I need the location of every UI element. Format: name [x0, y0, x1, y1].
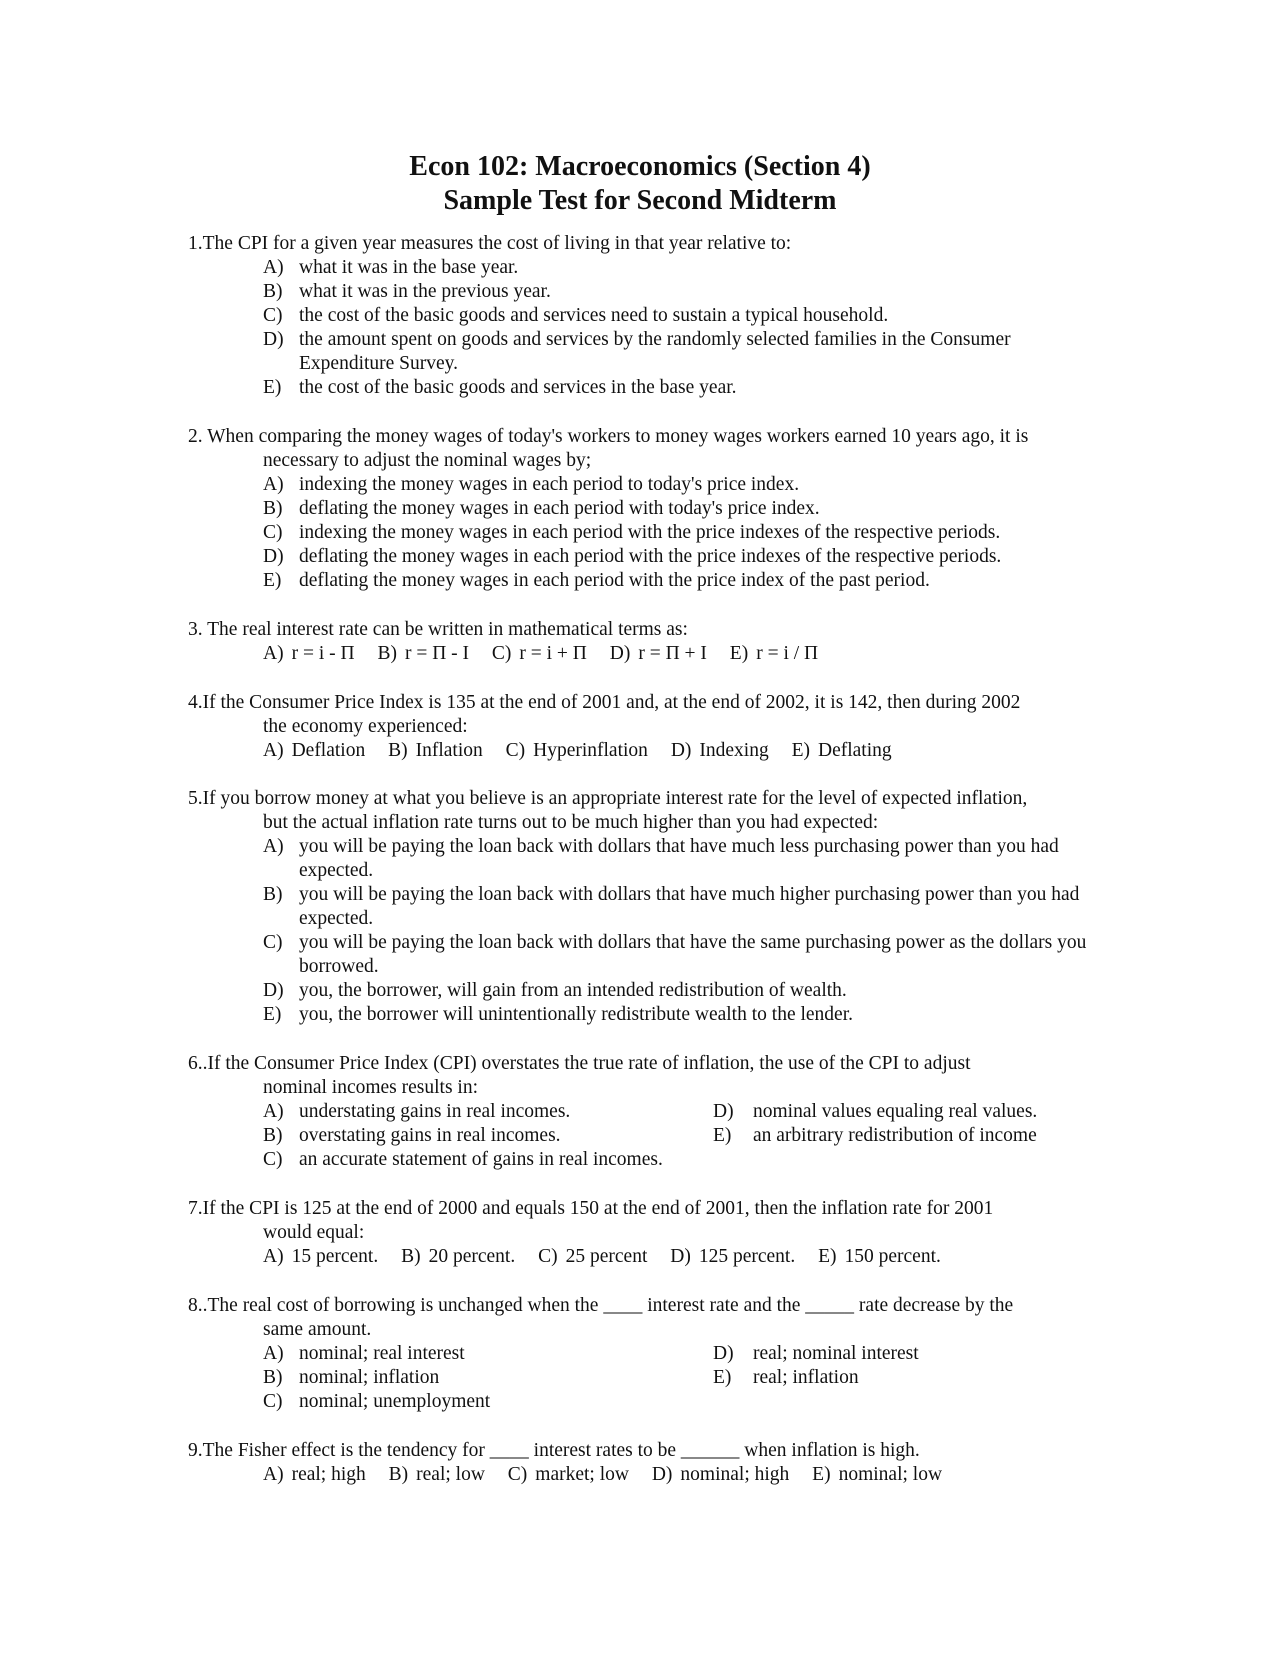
option-e: E) nominal; low: [812, 1464, 943, 1485]
question-stem: 8..The real cost of borrowing is unchanged when the ____ interest rate and the _____ rate decrease by the same amount.: [188, 1295, 1014, 1340]
option-d: D) the amount spent on goods and services by the randomly selected families in the Consumer Expenditure Survey.: [263, 329, 1011, 374]
option-e: E) you, the borrower will unintentionally redistribute wealth to the lender.: [263, 1004, 853, 1025]
question-stem: 2. When comparing the money wages of today's workers to money wages workers earned 10 years ago, it is necessary to adjust the nominal wages by;: [188, 426, 1029, 471]
page-subtitle: Sample Test for Second Midterm: [443, 185, 837, 216]
option-e: E) an arbitrary redistribution of income: [713, 1125, 1037, 1146]
option-c: C) Hyperinflation: [505, 740, 648, 761]
option-d: D) real; nominal interest: [713, 1343, 919, 1364]
question-1: [188, 232, 1108, 400]
option-column-left: [188, 1342, 713, 1414]
option-a: A) indexing the money wages in each period to today's price index.: [263, 474, 800, 495]
option-c: C) 25 percent: [538, 1246, 648, 1267]
question-9: [188, 1439, 1108, 1487]
option-b: B) nominal; inflation: [263, 1367, 440, 1388]
option-columns: [188, 1342, 1108, 1414]
page-title: Econ 102: Macroeconomics (Section 4): [409, 151, 871, 182]
question-4: [188, 691, 1108, 763]
option-a: A) real; high: [263, 1464, 366, 1485]
option-b: B) overstating gains in real incomes.: [263, 1125, 561, 1146]
question-8: [188, 1294, 1108, 1414]
option-d: D) 125 percent.: [670, 1246, 796, 1267]
question-7: [188, 1197, 1108, 1269]
option-b: B) deflating the money wages in each period with today's price index.: [263, 498, 820, 519]
option-a: A) r = i - Π: [263, 643, 355, 664]
option-d: D) deflating the money wages in each period with the price indexes of the respective periods.: [263, 546, 1002, 567]
question-stem: 9.The Fisher effect is the tendency for ____ interest rates to be ______ when inflation is high.: [188, 1440, 920, 1461]
option-e: E) 150 percent.: [818, 1246, 941, 1267]
option-a: A) understating gains in real incomes.: [263, 1101, 571, 1122]
option-a: A) 15 percent.: [263, 1246, 379, 1267]
question-6: [188, 1052, 1108, 1172]
question-stem: 1.The CPI for a given year measures the cost of living in that year relative to:: [188, 233, 792, 254]
option-d: D) nominal values equaling real values.: [713, 1101, 1038, 1122]
question-stem: 7.If the CPI is 125 at the end of 2000 and equals 150 at the end of 2001, then the inflation rate for 2001 would equal:: [188, 1198, 994, 1243]
option-e: E) r = i / Π: [729, 643, 819, 664]
question-2: [188, 425, 1108, 593]
option-column-right: [713, 1100, 1093, 1172]
option-column-right: [713, 1342, 1093, 1414]
option-c: C) you will be paying the loan back with dollars that have the same purchasing power as the dollars you borrowed.: [263, 932, 1087, 977]
option-columns: [188, 1100, 1108, 1172]
option-b: B) r = Π - I: [377, 643, 470, 664]
option-d: D) Indexing: [670, 740, 769, 761]
option-e: E) deflating the money wages in each period with the price index of the past period.: [263, 570, 930, 591]
option-b: B) 20 percent.: [401, 1246, 516, 1267]
question-5: [188, 787, 1108, 1027]
option-c: C) market; low: [507, 1464, 629, 1485]
option-row: [188, 642, 1108, 666]
option-e: E) the cost of the basic goods and services in the base year.: [263, 377, 737, 398]
option-a: A) you will be paying the loan back with dollars that have much less purchasing power than you had expected.: [263, 836, 1059, 881]
question-3: [188, 618, 1108, 666]
question-stem: 4.If the Consumer Price Index is 135 at the end of 2001 and, at the end of 2002, it is 142, then during 2002 the economy experienced:: [188, 692, 1021, 737]
option-c: C) an accurate statement of gains in real incomes.: [263, 1149, 663, 1170]
option-column-left: [188, 1100, 713, 1172]
option-row: [188, 1245, 1108, 1269]
option-d: D) nominal; high: [651, 1464, 790, 1485]
option-b: B) what it was in the previous year.: [263, 281, 551, 302]
question-stem: 5.If you borrow money at what you believe is an appropriate interest rate for the level of expected inflation, but the actual inflation rate turns out to be much higher than you had expected:: [188, 788, 1028, 833]
option-a: A) Deflation: [263, 740, 366, 761]
option-b: B) you will be paying the loan back with dollars that have much higher purchasing power than you had expected.: [263, 884, 1080, 929]
option-e: E) real; inflation: [713, 1367, 859, 1388]
question-stem: 6..If the Consumer Price Index (CPI) overstates the true rate of inflation, the use of the CPI to adjust nominal incomes results in:: [188, 1053, 971, 1098]
option-b: B) real; low: [388, 1464, 485, 1485]
title-block: [0, 150, 1280, 218]
option-d: D) r = Π + I: [609, 643, 707, 664]
option-c: C) indexing the money wages in each period with the price indexes of the respective periods.: [263, 522, 1001, 543]
option-a: A) nominal; real interest: [263, 1343, 465, 1364]
option-row: [188, 739, 1108, 763]
option-c: C) the cost of the basic goods and services need to sustain a typical household.: [263, 305, 889, 326]
option-c: C) r = i + Π: [491, 643, 587, 664]
option-row: [188, 1463, 1108, 1487]
option-a: A) what it was in the base year.: [263, 257, 519, 278]
option-d: D) you, the borrower, will gain from an intended redistribution of wealth.: [263, 980, 847, 1001]
option-c: C) nominal; unemployment: [263, 1391, 491, 1412]
option-e: E) Deflating: [791, 740, 892, 761]
option-b: B) Inflation: [388, 740, 483, 761]
question-stem: 3. The real interest rate can be written in mathematical terms as:: [188, 619, 688, 640]
